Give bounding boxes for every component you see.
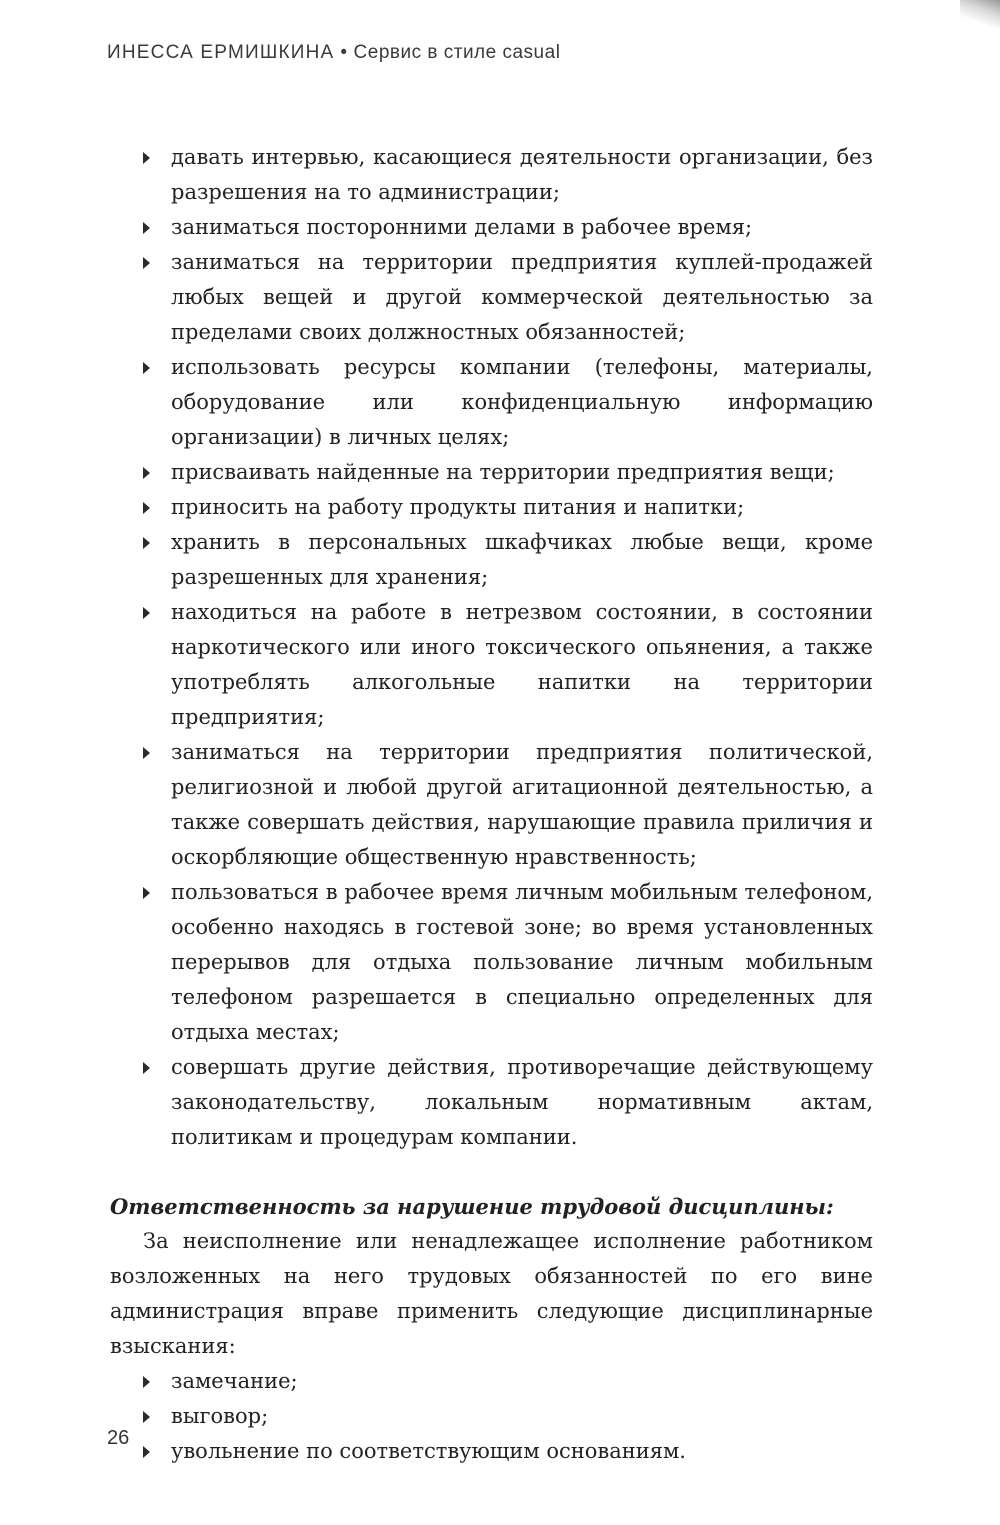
penalties-list bbox=[110, 1364, 873, 1469]
list-item bbox=[110, 735, 873, 875]
bullet-triangle-icon bbox=[143, 747, 150, 759]
bullet-triangle-icon bbox=[143, 887, 150, 899]
bullet-triangle-icon bbox=[143, 502, 150, 514]
list-item bbox=[110, 875, 873, 1050]
list-item-text: заниматься на территории предприятия политической, религиозной и любой другой агитационной деятельностью, а также совершать действия, нарушающие правила приличия и оскорбляющие общественную нравственность; bbox=[171, 740, 873, 869]
bullet-triangle-icon bbox=[143, 607, 150, 619]
list-item-text: находиться на работе в нетрезвом состоянии, в состоянии наркотического или иного токсического опьянения, а также употреблять алкогольные напитки на территории предприятия; bbox=[171, 600, 873, 729]
list-item bbox=[110, 490, 873, 525]
section-heading: Ответственность за нарушение трудовой дисциплины: bbox=[110, 1194, 834, 1219]
list-item-text: замечание; bbox=[171, 1369, 298, 1393]
list-item-text: давать интервью, касающиеся деятельности организации, без разрешения на то администрации; bbox=[171, 145, 873, 204]
running-header bbox=[107, 42, 560, 64]
bullet-triangle-icon bbox=[143, 1376, 150, 1388]
list-item bbox=[110, 1364, 873, 1399]
bullet-triangle-icon bbox=[143, 537, 150, 549]
page-number: 26 bbox=[107, 1427, 130, 1449]
list-item bbox=[110, 210, 873, 245]
list-item-text: выговор; bbox=[171, 1404, 269, 1428]
list-item bbox=[110, 1050, 873, 1155]
list-item-text: заниматься посторонними делами в рабочее время; bbox=[171, 215, 753, 239]
list-item-text: увольнение по соответствующим основаниям. bbox=[171, 1439, 686, 1463]
bullet-triangle-icon bbox=[143, 467, 150, 479]
page-corner-shadow bbox=[960, 0, 1000, 30]
list-item bbox=[110, 1399, 873, 1434]
page-body bbox=[110, 140, 873, 1469]
bullet-triangle-icon bbox=[143, 152, 150, 164]
list-item-text: использовать ресурсы компании (телефоны, материалы, оборудование или конфиденциальную информацию организации) в личных целях; bbox=[171, 355, 873, 449]
bullet-triangle-icon bbox=[143, 1062, 150, 1074]
bullet-triangle-icon bbox=[143, 1446, 150, 1458]
list-item-text: совершать другие действия, противоречащие действующему законодательству, локальным нормативным актам, политикам и процедурам компании. bbox=[171, 1055, 873, 1149]
bullet-triangle-icon bbox=[143, 257, 150, 269]
bullet-triangle-icon bbox=[143, 1411, 150, 1423]
list-item-text: пользоваться в рабочее время личным мобильным телефоном, особенно находясь в гостевой зоне; во время установленных перерывов для отдыха пользование личным мобильным телефоном разрешается в специально определенных для отдыха местах; bbox=[171, 880, 873, 1044]
bullet-triangle-icon bbox=[143, 222, 150, 234]
list-item bbox=[110, 455, 873, 490]
header-separator: • bbox=[340, 42, 348, 63]
prohibited-actions-list bbox=[110, 140, 873, 1155]
list-item bbox=[110, 245, 873, 350]
list-item-text: приносить на работу продукты питания и напитки; bbox=[171, 495, 745, 519]
section-paragraph: За неисполнение или ненадлежащее исполнение работником возложенных на него трудовых обязанностей по его вине администрация вправе применить следующие дисциплинарные взыскания: bbox=[110, 1229, 873, 1358]
header-book-title: Сервис в стиле casual bbox=[353, 42, 561, 63]
list-item bbox=[110, 350, 873, 455]
bullet-triangle-icon bbox=[143, 362, 150, 374]
list-item bbox=[110, 1434, 873, 1469]
list-item-text: хранить в персональных шкафчиках любые вещи, кроме разрешенных для хранения; bbox=[171, 530, 873, 589]
list-item bbox=[110, 140, 873, 210]
list-item bbox=[110, 525, 873, 595]
list-item-text: присваивать найденные на территории предприятия вещи; bbox=[171, 460, 835, 484]
list-item bbox=[110, 595, 873, 735]
header-author: ИНЕССА ЕРМИШКИНА bbox=[107, 42, 335, 63]
list-item-text: заниматься на территории предприятия куплей-продажей любых вещей и другой коммерческой деятельностью за пределами своих должностных обязанностей; bbox=[171, 250, 873, 344]
